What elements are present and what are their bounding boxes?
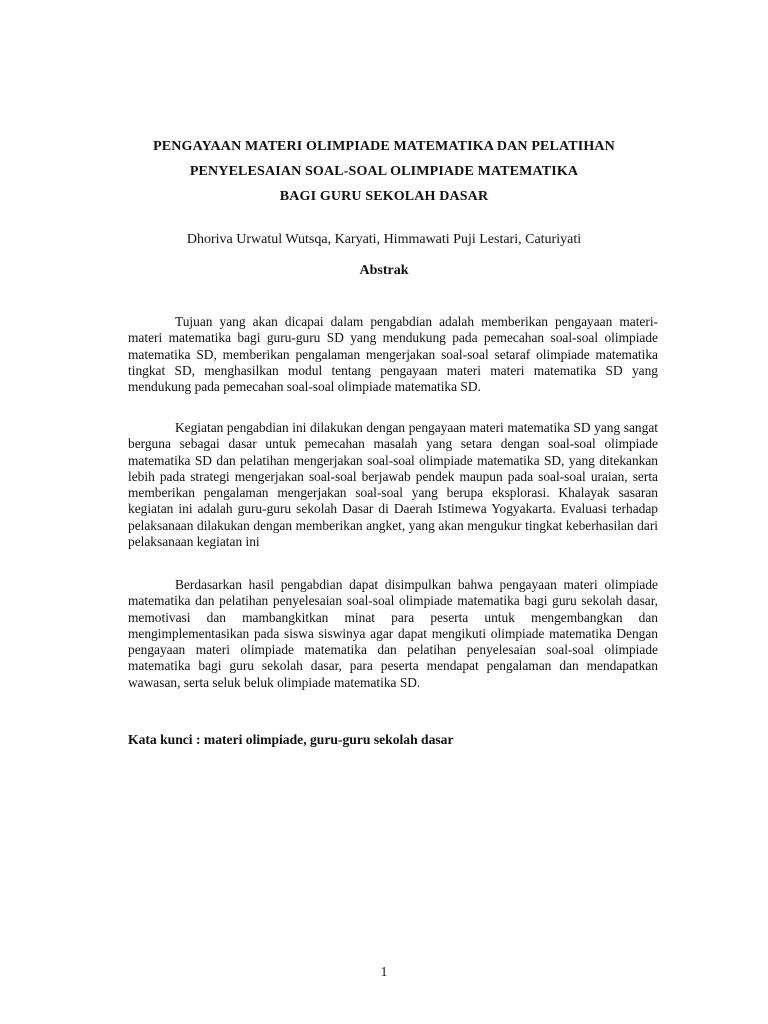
page-number: 1 <box>380 964 388 979</box>
abstract-paragraph-1-text: Tujuan yang akan dicapai dalam pengabdian adalah memberikan pengayaan materi-materi matematika bagi guru-guru SD yang mendukung pada pemecahan soal-soal olimpiade matematika SD, memberikan pengalaman mengerjakan soal-soal setaraf olimpiade matematika tingkat SD, menghasilkan modul tentang pengayaan materi materi matematika SD yang mendukung pada pemecahan soal-soal olimpiade matematika SD. <box>128 314 658 395</box>
keywords: Kata kunci : materi olimpiade, guru-guru sekolah dasar <box>128 732 454 747</box>
authors: Dhoriva Urwatul Wutsqa, Karyati, Himmawati Puji Lestari, Caturiyati <box>186 232 582 247</box>
abstract-heading: Abstrak <box>359 263 409 278</box>
abstract-paragraph-2 <box>128 420 658 550</box>
abstract-paragraph-3-text: Berdasarkan hasil pengabdian dapat disimpulkan bahwa pengayaan materi olimpiade matematika dan pelatihan penyelesaian soal-soal olimpiade matematika bagi guru sekolah dasar, memotivasi dan mambangkitkan minat para peserta untuk mengembangkan dan mengimplementasikan pada siswa siswinya agar dapat mengikuti olimpiade matematika Dengan pengayaan materi olimpiade matematika dan pelatihan penyelesaian soal-soal olimpiade matematika bagi guru sekolah dasar, para peserta mendapat pengalaman dan mendapatkan wawasan, serta seluk beluk olimpiade matematika SD. <box>128 577 658 690</box>
abstract-paragraph-3 <box>128 577 658 691</box>
title-line-2: PENYELESAIAN SOAL-SOAL OLIMPIADE MATEMATIKA <box>189 164 579 179</box>
title-line-1: PENGAYAAN MATERI OLIMPIADE MATEMATIKA DAN PELATIHAN <box>153 139 615 154</box>
abstract-paragraph-2-text: Kegiatan pengabdian ini dilakukan dengan pengayaan materi matematika SD yang sangat berguna sebagai dasar untuk pemecahan masalah yang setara dengan soal-soal olimpiade matematika SD dan pelatihan mengerjakan soal-soal olimpiade matematika SD, yang ditekankan lebih pada strategi mengerjakan soal-soal berjawab pendek maupun pada soal-soal uraian, serta memberikan pengalaman mengerjakan soal-soal yang berupa eksplorasi. Khalayak sasaran kegiatan ini adalah guru-guru sekolah Dasar di Daerah Istimewa Yogyakarta. Evaluasi terhadap pelaksanaan dilakukan dengan memberikan angket, yang akan mengukur tingkat keberhasilan dari pelaksanaan kegiatan ini <box>128 420 658 550</box>
title-line-3: BAGI GURU SEKOLAH DASAR <box>279 189 489 204</box>
abstract-paragraph-1 <box>128 314 658 395</box>
